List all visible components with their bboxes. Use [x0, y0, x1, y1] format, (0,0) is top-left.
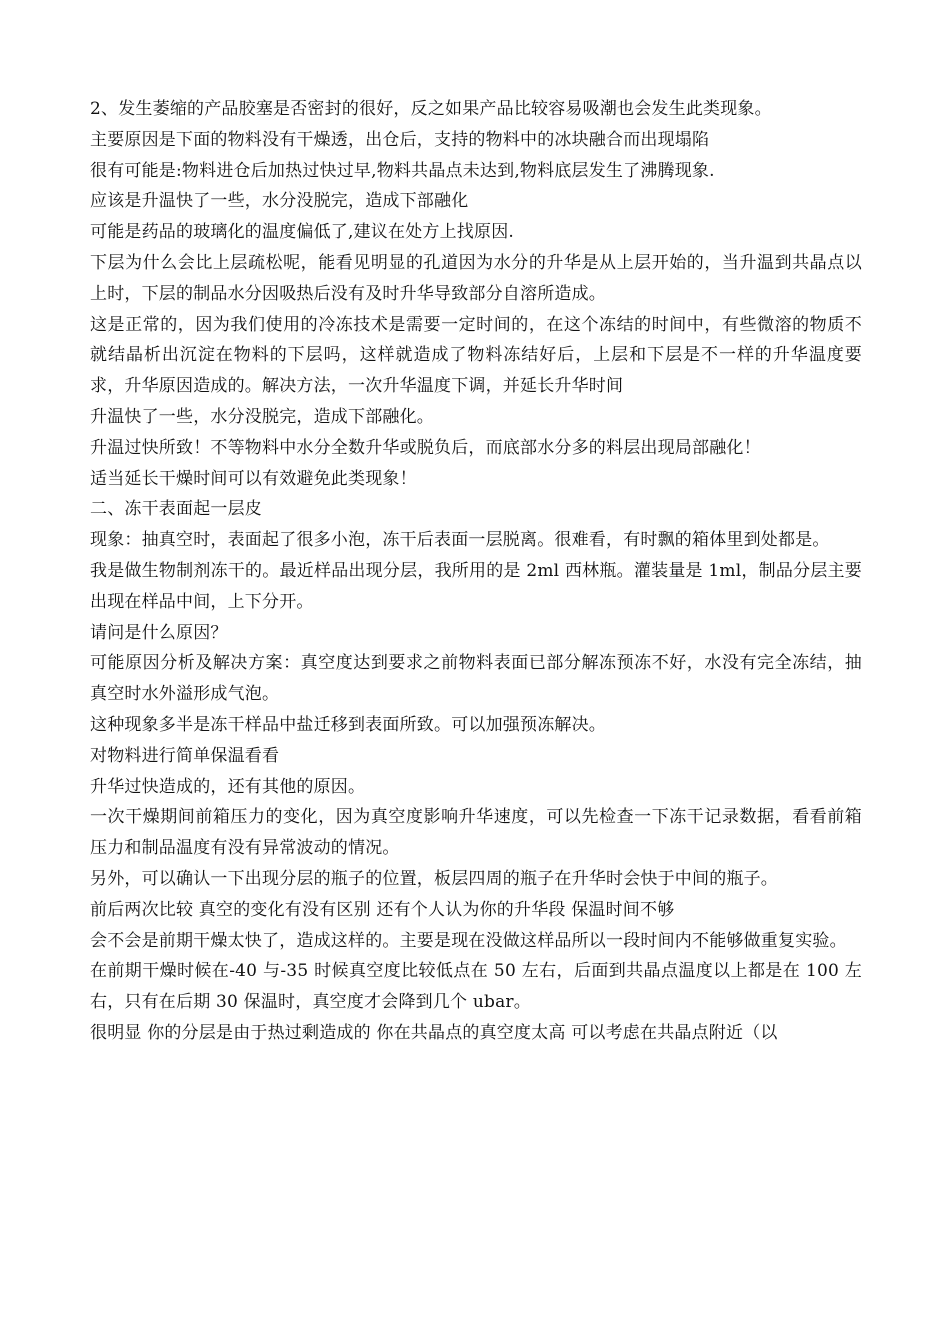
- paragraph-6: 下层为什么会比上层疏松呢，能看见明显的孔道因为水分的升华是从上层开始的，当升温到共晶点以上时，下层的制品水分因吸热后没有及时升华导致部分自溶所造成。: [90, 252, 862, 304]
- paragraph-19: 一次干燥期间前箱压力的变化，因为真空度影响升华速度，可以先检查一下冻干记录数据，看看前箱压力和制品温度有没有异常波动的情况。: [90, 807, 862, 859]
- paragraph-15: 可能原因分析及解决方案：真空度达到要求之前物料表面已部分解冻预冻不好，水没有完全冻结，抽真空时水外溢形成气泡。: [90, 653, 862, 705]
- paragraph-23: 在前期干燥时候在-40 与-35 时候真空度比较低点在 50 左右，后面到共晶点温度以上都是在 100 左右，只有在后期 30 保温时，真空度才会降到几个 ubar。: [90, 961, 862, 1013]
- paragraph-21: 前后两次比较 真空的变化有没有区别 还有个人认为你的升华段 保温时间不够: [90, 899, 675, 920]
- paragraph-20: 另外，可以确认一下出现分层的瓶子的位置，板层四周的瓶子在升华时会快于中间的瓶子。: [90, 868, 778, 889]
- paragraph-22: 会不会是前期干燥太快了，造成这样的。主要是现在没做这样品所以一段时间内不能够做重复实验。: [90, 930, 847, 951]
- paragraph-24: 很明显 你的分层是由于热过剩造成的 你在共晶点的真空度太高 可以考虑在共晶点附近（以: [90, 1022, 778, 1043]
- paragraph-17: 对物料进行简单保温看看: [90, 745, 280, 766]
- paragraph-4: 应该是升温快了一些，水分没脱完，造成下部融化: [90, 191, 469, 212]
- paragraph-10: 适当延长干燥时间可以有效避免此类现象！: [90, 468, 417, 489]
- paragraph-14: 请问是什么原因？: [90, 622, 228, 643]
- paragraph-12: 现象：抽真空时，表面起了很多小泡，冻干后表面一层脱离。很难看，有时飘的箱体里到处都是。: [90, 530, 830, 551]
- paragraph-5: 可能是药品的玻璃化的温度偏低了,建议在处方上找原因.: [90, 222, 515, 243]
- paragraph-7: 这是正常的，因为我们使用的冷冻技术是需要一定时间的，在这个冻结的时间中，有些微溶的物质不就结晶析出沉淀在物料的下层吗，这样就造成了物料冻结好后，上层和下层是不一样的升华温度要求，升华原因造成的。解决方法，一次升华温度下调，并延长升华时间: [90, 314, 862, 397]
- paragraph-13: 我是做生物制剂冻干的。最近样品出现分层，我所用的是 2ml 西林瓶。灌装量是 1ml，制品分层主要出现在样品中间，上下分开。: [90, 560, 862, 612]
- paragraph-9: 升温过快所致！不等物料中水分全数升华或脱负后，而底部水分多的料层出现局部融化！: [90, 437, 761, 458]
- document-body: [90, 94, 862, 1049]
- paragraph-16: 这种现象多半是冻干样品中盐迁移到表面所致。可以加强预冻解决。: [90, 714, 606, 735]
- paragraph-8: 升温快了一些，水分没脱完，造成下部融化。: [90, 406, 434, 427]
- section-heading: 二、冻干表面起一层皮: [90, 499, 262, 520]
- paragraph-2: 主要原因是下面的物料没有干燥透，出仓后，支持的物料中的冰块融合而出现塌陷: [90, 129, 710, 150]
- paragraph-18: 升华过快造成的，还有其他的原因。: [90, 776, 366, 797]
- paragraph-3: 很有可能是:物料进仓后加热过快过早,物料共晶点未达到,物料底层发生了沸腾现象.: [90, 160, 715, 181]
- paragraph-1: 2、发生萎缩的产品胶塞是否密封的很好，反之如果产品比较容易吸潮也会发生此类现象。: [90, 99, 772, 119]
